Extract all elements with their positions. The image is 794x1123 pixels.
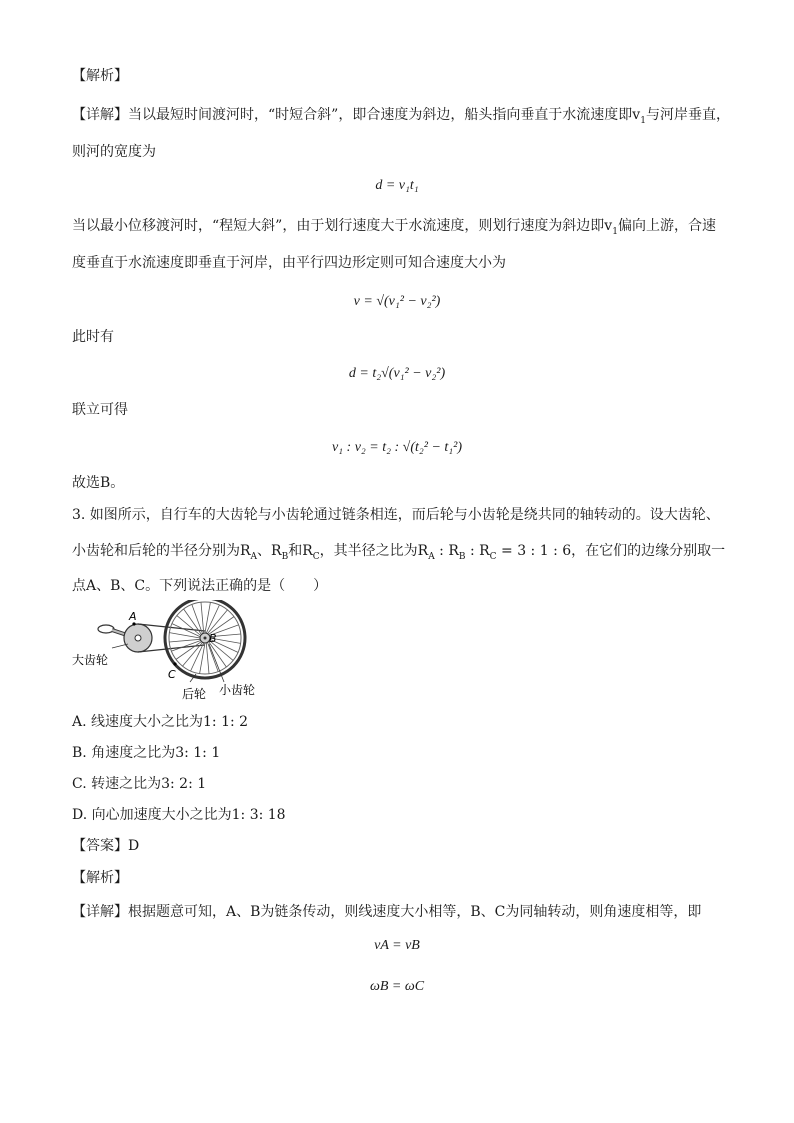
analysis-heading-1: 【解析】 bbox=[72, 68, 128, 84]
spoke bbox=[201, 602, 204, 633]
equation-1: d = v₁t₁ bbox=[375, 178, 419, 193]
q3-sub-rc: C bbox=[312, 551, 320, 562]
equation-3: d = t₂√(v₁² − v₂²) bbox=[348, 366, 446, 381]
paragraph-3: 此时有 bbox=[72, 329, 114, 345]
paragraph-1a-end: 与河岸垂直， bbox=[645, 107, 730, 123]
q3-text-13: = 3 : 1 : 6，在它们的边缘分别取一 bbox=[496, 543, 726, 559]
q3-text-7: ，其半径之比为R bbox=[319, 543, 429, 559]
q3-text-9: : R bbox=[434, 543, 459, 559]
spoke bbox=[169, 639, 200, 642]
paragraph-4: 联立可得 bbox=[72, 402, 128, 418]
equation-6: ωB = ωC bbox=[369, 979, 425, 994]
q3-sub-ra: A bbox=[250, 551, 258, 562]
label-big-gear: 大齿轮 bbox=[72, 653, 109, 667]
option-d: D. 向心加速度大小之比为1: 3: 18 bbox=[72, 807, 286, 823]
q3-sub-ra2: A bbox=[428, 551, 435, 562]
option-a: A. 线速度大小之比为1: 1: 2 bbox=[72, 714, 249, 730]
equation-4: v₁ : v₂ = t₂ : √(t₂² − t₁²) bbox=[331, 440, 463, 455]
paragraph-2a bbox=[72, 216, 716, 242]
paragraph-1a-sub: 1 bbox=[640, 115, 646, 126]
paragraph-1b: 则河的宽度为 bbox=[72, 144, 156, 160]
question-3-line-2 bbox=[72, 541, 725, 567]
spoke bbox=[206, 605, 219, 633]
q3-text-5: 和R bbox=[288, 543, 313, 559]
paragraph-5: 故选B。 bbox=[72, 475, 125, 491]
q3-text-11: : R bbox=[465, 543, 490, 559]
analysis-heading-2: 【解析】 bbox=[72, 870, 128, 886]
q3-sub-rb: B bbox=[281, 551, 289, 562]
equation-5: vA = vB bbox=[374, 938, 420, 953]
leader-big-gear bbox=[112, 644, 128, 648]
question-3-line-1: 3. 如图所示，自行车的大齿轮与小齿轮通过链条相连，而后轮与小齿轮是绕共同的轴转动的。设大齿轮、 bbox=[72, 507, 720, 523]
paragraph-6: 【详解】根据题意可知，A、B为链条传动，则线速度大小相等，B、C为同轴转动，则角速度相等，即 bbox=[72, 904, 702, 920]
paragraph-2a-text: 当以最小位移渡河时，“程短大斜”，由于划行速度大于水流速度，则划行速度为斜边即v bbox=[72, 218, 613, 234]
spoke bbox=[206, 643, 209, 674]
label-rear-wheel: 后轮 bbox=[182, 687, 207, 701]
label-small-gear: 小齿轮 bbox=[219, 683, 256, 697]
bicycle-gear-figure bbox=[72, 600, 272, 704]
paragraph-1a bbox=[72, 105, 730, 131]
q3-text-3: 、R bbox=[257, 543, 282, 559]
spoke bbox=[169, 633, 200, 638]
label-b: B bbox=[209, 632, 217, 645]
question-3-line-3: 点A、B、C。下列说法正确的是（ ） bbox=[72, 578, 328, 594]
answer-line: 【答案】D bbox=[72, 838, 140, 854]
big-gear-hub bbox=[135, 635, 141, 641]
q3-sub-rc2: C bbox=[489, 551, 497, 562]
axle bbox=[204, 637, 207, 640]
spoke bbox=[191, 643, 204, 671]
q3-text-1: 小齿轮和后轮的半径分别为R bbox=[72, 543, 251, 559]
paragraph-2a-sub: 1 bbox=[612, 226, 618, 237]
equation-2: v = √(v₁² − v₂²) bbox=[353, 294, 441, 309]
q3-sub-rb2: B bbox=[458, 551, 466, 562]
label-a: A bbox=[129, 610, 137, 623]
spoke bbox=[200, 643, 205, 674]
paragraph-2a-end: 偏向上游，合速 bbox=[617, 218, 716, 234]
point-c-marker bbox=[173, 662, 176, 665]
label-c: C bbox=[168, 668, 176, 681]
option-b: B. 角速度之比为3: 1: 1 bbox=[72, 745, 221, 761]
paragraph-1a-text: 【详解】当以最短时间渡河时，“时短合斜”，即合速度为斜边，船头指向垂直于水流速度即v bbox=[72, 107, 641, 123]
spoke bbox=[205, 602, 210, 633]
paragraph-2b: 度垂直于水流速度即垂直于河岸，由平行四边形定则可知合速度大小为 bbox=[72, 255, 506, 271]
option-c: C. 转速之比为3: 2: 1 bbox=[72, 776, 207, 792]
